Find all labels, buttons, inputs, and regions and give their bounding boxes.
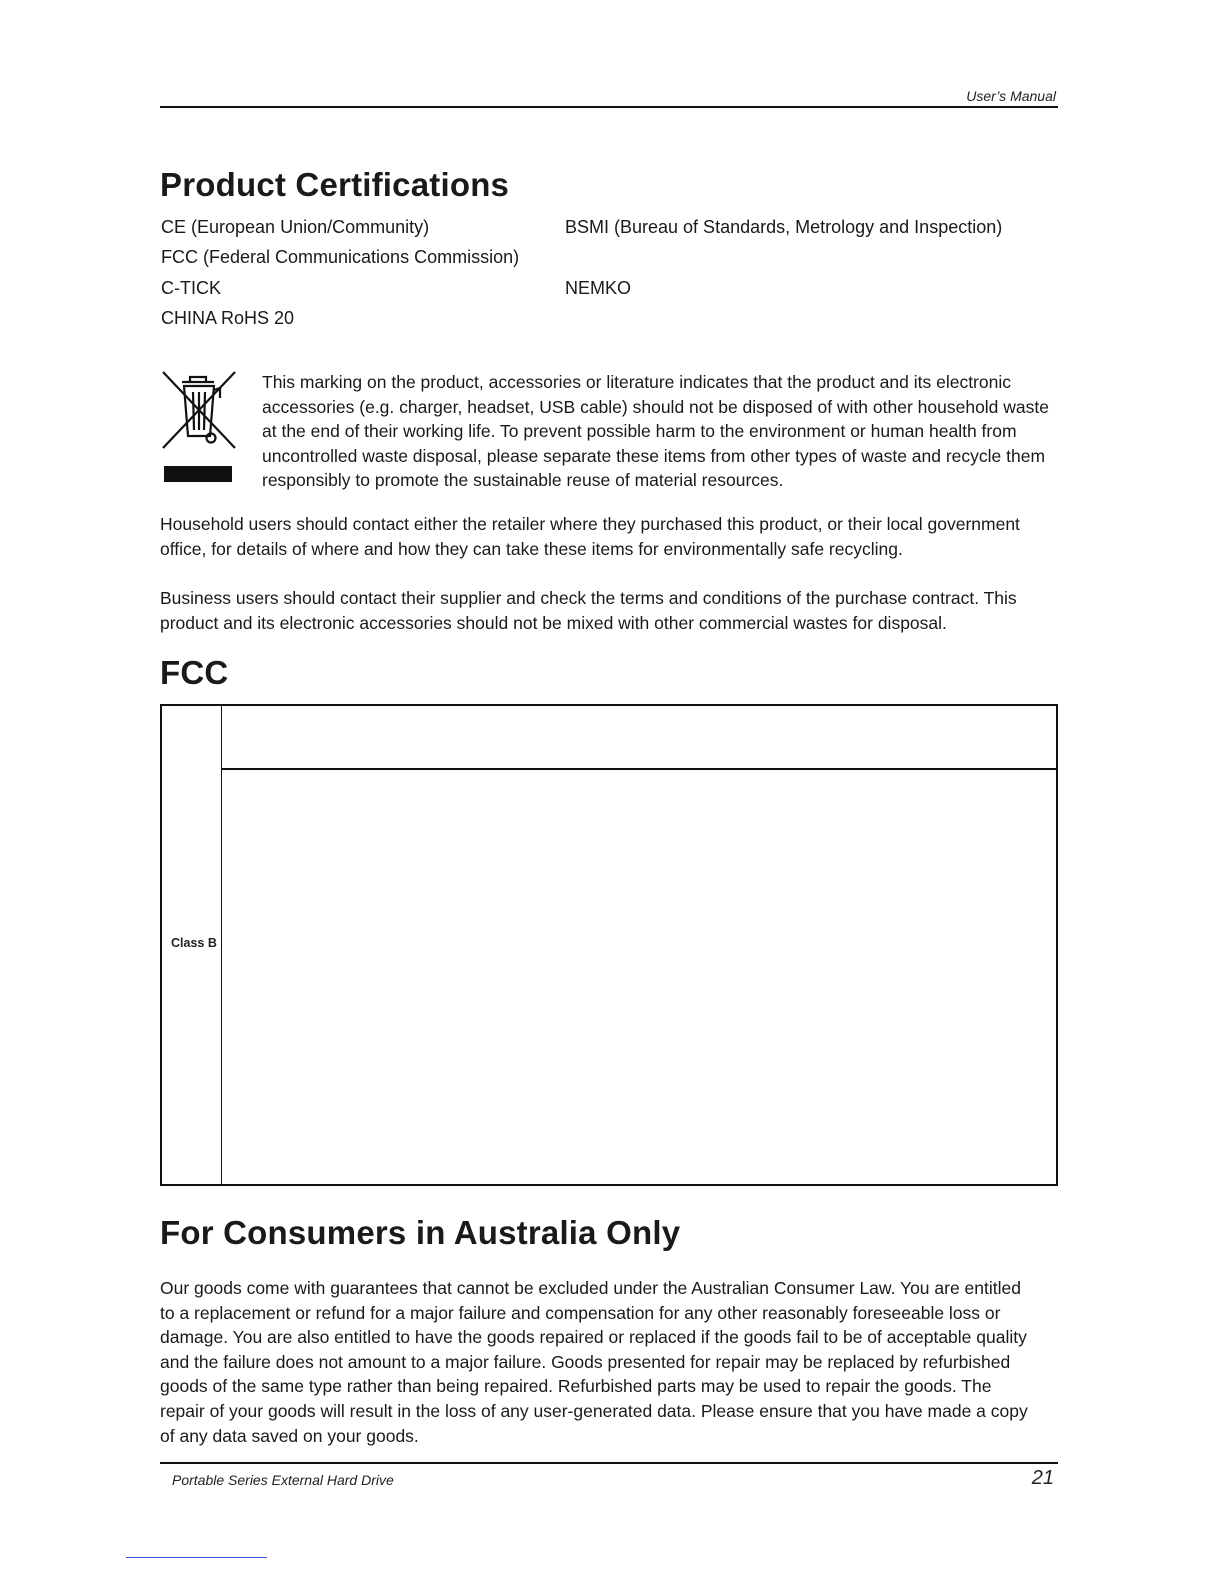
australia-heading: For Consumers in Australia Only [160, 1214, 681, 1251]
cert-fcc: FCC (Federal Communications Commission) [161, 247, 520, 267]
fcc-class-label: Class B [171, 936, 217, 950]
cert-china-rohs: CHINA RoHS 20 [161, 308, 295, 328]
cert-bsmi: BSMI (Bureau of Standards, Metrology and Inspection) [565, 217, 1003, 237]
fcc-table [160, 704, 1058, 1186]
cert-ce: CE (European Union/Community) [161, 217, 430, 237]
fcc-class-column [162, 706, 222, 1184]
household-notice: Household users should contact either the retailer where they purchased this product, or their local government office, for details of where and how they can take these items for environmentally safe recycling. [160, 514, 1020, 559]
cert-nemko: NEMKO [565, 278, 632, 298]
fcc-table-divider [222, 768, 1056, 770]
page-number: 21 [1031, 1467, 1054, 1489]
fcc-heading: FCC [160, 654, 229, 691]
footer-product-name: Portable Series External Hard Drive [172, 1472, 394, 1488]
footer-rule [160, 1462, 1058, 1464]
bottom-link-underline [126, 1557, 267, 1558]
certifications-heading: Product Certifications [160, 166, 510, 203]
weee-notice: This marking on the product, accessories or literature indicates that the product and its electronic accessories (e.g. charger, headset, USB cable) should not be disposed of with other household waste at the end of their working life. To prevent possible harm to the environment or human health from uncontrolled waste disposal, please separate these items from other types of waste and recycle them responsibly to promote the sustainable reuse of material resources. [262, 372, 1049, 491]
header-rule [160, 106, 1058, 108]
header-title: User’s Manual [966, 88, 1056, 104]
australia-notice: Our goods come with guarantees that cannot be excluded under the Australian Consumer Law. You are entitled to a replacement or refund for a major failure and compensation for any other reasonably foreseeable loss or damage. You are also entitled to have the goods repaired or replaced if the goods fail to be of acceptable quality and the failure does not amount to a major failure. Goods presented for repair may be replaced by refurbished goods of the same type rather than being repaired. Refurbished parts may be used to repair the goods. The repair of your goods will result in the loss of any user-generated data. Please ensure that you have made a copy of any data saved on your goods. [160, 1278, 1028, 1446]
crossed-out-wheelie-bin-icon [160, 368, 238, 486]
cert-ctick: C-TICK [161, 278, 221, 298]
business-notice: Business users should contact their supplier and check the terms and conditions of the purchase contract. This product and its electronic accessories should not be mixed with other commercial wastes for disposal. [160, 588, 1017, 633]
